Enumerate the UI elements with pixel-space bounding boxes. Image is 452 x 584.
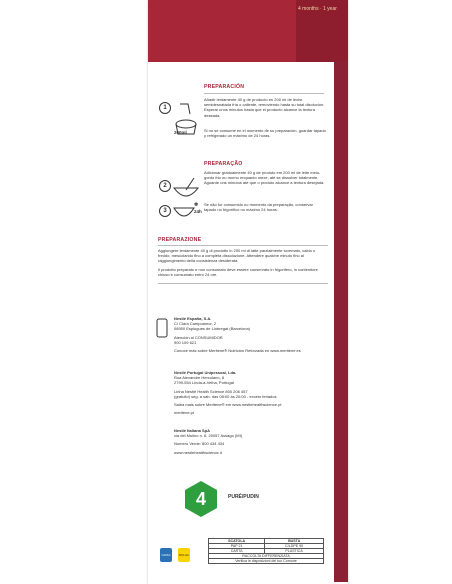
contact-es [174, 316, 324, 353]
company-es: Nestlé España, S.A. [174, 316, 212, 321]
pt-text: Adicionar gradualmente 40 g de produto em 200 ml de leite meio-gordo frio ou morno enquanto mexe, até se dissolver totalmente. Aguarde uns minutos até que o produto alcance a textura desejada. [204, 170, 325, 186]
es-storage-text: Si no se consume en el momento de su preparación, guardar tapado y refrigerado un máximo de 24 horas. [204, 128, 326, 139]
step-3-badge: 3 [159, 205, 171, 217]
company-pt: Nestlé Portugal Unipessoal, Lda. [174, 370, 237, 375]
recycling-cell: CARTA [209, 549, 265, 554]
more-pt: Saiba mais sobre Meritene® em www.nestlehealthscience.pt [174, 402, 282, 408]
divider [158, 283, 328, 284]
snowflake-icon: ❄ [194, 202, 199, 208]
recycle-badge-right-label: BOLSA [178, 553, 189, 557]
address-es-2: 08950 Esplugues de Llobregat (Barcelona) [174, 326, 251, 332]
package-panel [148, 0, 348, 584]
contact-it [174, 428, 324, 455]
recycling-cell: PLASTICA [265, 549, 324, 554]
texture-level-badge [184, 480, 218, 518]
social-pt: meritene.pt [174, 410, 195, 416]
company-it: Nestlé Italiana SpA [174, 428, 211, 433]
smartphone-icon [156, 318, 168, 338]
it-text: Aggiungere lentamente 40 g di prodotto in 200 ml di latte parzialmente scremato, caldo o freddo, mescolando fino a completa dissoluzione. Attendere qualche minuto fino al raggiungimento della consistenza desiderata. [158, 248, 316, 264]
es-title: PREPARACIÓN [204, 84, 245, 90]
pt-storage-text: Se não for consumido no momento da preparação, conservar tapado no frigorífico no máximo 24 horas. [204, 202, 313, 213]
address-pt-2: 2799-554 Linda-a-Velha, Portugal [174, 380, 234, 386]
side-stripe [334, 62, 348, 582]
step-2-badge: 2 [159, 180, 171, 192]
more-es: Conoce más sobre Meritene® Nutrición Reforzada en www.meritene.es [174, 348, 301, 354]
measure-label: 200ml [174, 130, 187, 135]
hours-pt: (gratuito) seg. a sáb. das 08:00 às 20:00 - exceto feriados [174, 393, 277, 399]
es-step1-text: Añadir lentamente 40 g de producto en 200 ml de leche semidesnatada fría o caliente, removiendo hasta su total disolución. Esperar unos minutos hasta que el producto alcance la textura deseada. [204, 97, 325, 118]
step-1-badge: 1 [159, 102, 171, 114]
it-title: PREPARAZIONE [158, 237, 202, 243]
address-es-1: C/ Clara Campoamor, 2 [174, 321, 217, 327]
recycle-badge-left-label: CAIXA [161, 553, 171, 557]
recycle-badge-left [160, 548, 172, 562]
band-label: 4 months · 1 year [298, 6, 337, 12]
recycle-badge-right [178, 548, 190, 562]
phone-it: Numero Verde: 800 434 434 [174, 441, 225, 447]
address-pt-1: Rua Alexandre Herculano, 8 [174, 375, 225, 381]
recycling-row [209, 559, 324, 564]
recycling-cell: Verifica le disposizioni del tuo Comune [209, 559, 324, 564]
recycling-cell: BUSTA [265, 539, 324, 544]
time-label: 24h [194, 209, 202, 214]
divider [158, 245, 328, 246]
texture-number: 4 [195, 489, 207, 509]
recycling-table [208, 538, 324, 564]
address-it: via del Mulino n. 6, 20057 Assago (MI) [174, 433, 243, 439]
texture-label: PURÉ/PUDIN [228, 494, 259, 500]
recycling-cell: PAP 21 [209, 544, 265, 549]
recycling-cell: SCATOLA [209, 539, 265, 544]
site-it: www.nestlehealthscience.it [174, 449, 222, 455]
line-pt: Linha Nestlé Health Science 800 206 457 [174, 388, 248, 394]
attention-es: Atención al CONSUMIDOR [174, 334, 223, 340]
phone-es: 900 109 621 [174, 339, 197, 345]
divider [204, 93, 324, 94]
pt-title: PREPARAÇÃO [204, 161, 243, 167]
contact-pt [174, 370, 324, 415]
recycling-cell: RACCOLTA DIFFERENZIATA [209, 554, 324, 559]
it-storage-text: Il prodotto preparato e non consumato deve essere conservato in frigorifero, in contenitore chiuso e consumato entro 24 ore. [158, 267, 318, 278]
recycling-cell: C/LDPE 90 [265, 544, 324, 549]
bowl-whisk-icon [172, 176, 200, 202]
